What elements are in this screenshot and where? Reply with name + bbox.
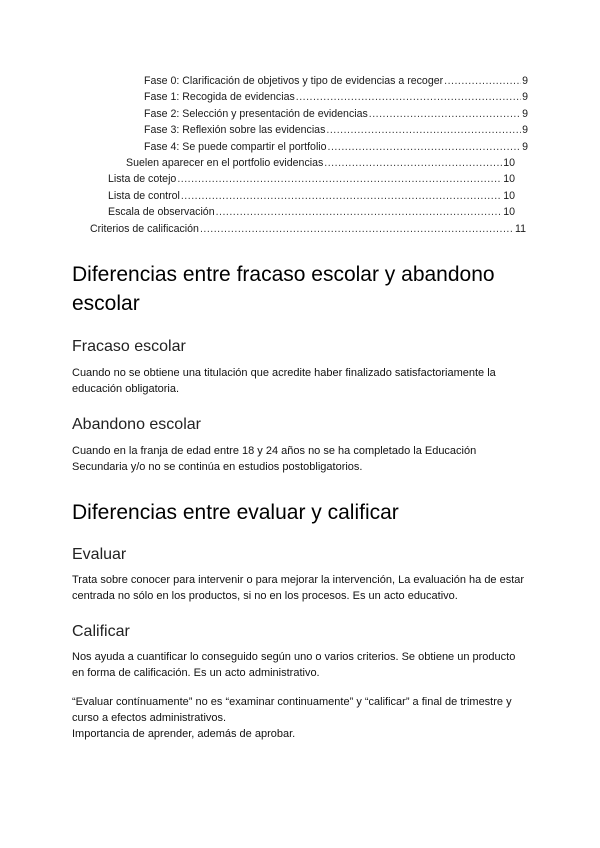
toc-leader-dots xyxy=(444,73,521,89)
subheading-calificar: Calificar xyxy=(72,623,130,640)
paragraph-fracaso-escolar: Cuando no se obtiene una titulación que acredite haber finalizado satisfactoriamente la educación obligatoria. xyxy=(72,367,496,395)
toc-entry-text: Lista de control xyxy=(108,189,180,202)
paragraph-importancia-aprender: Importancia de aprender, además de aprobar. xyxy=(72,728,296,740)
table-of-contents xyxy=(0,73,600,237)
toc-leader-dots xyxy=(326,122,521,138)
toc-page-number: 9 xyxy=(522,91,528,104)
toc-entry-text: Fase 1: Recogida de evidencias xyxy=(144,91,295,104)
toc-entry-text: Fase 4: Se puede compartir el portfolio xyxy=(144,140,327,153)
toc-entry-fase-1[interactable] xyxy=(0,89,528,105)
section-heading-evaluar-calificar: Diferencias entre evaluar y calificar xyxy=(72,501,399,524)
toc-entry-text: Fase 3: Reflexión sobre las evidencias xyxy=(144,124,326,137)
toc-entry-fase-3[interactable] xyxy=(0,122,528,138)
toc-leader-dots xyxy=(177,171,502,187)
toc-entry-lista-control[interactable] xyxy=(0,188,515,204)
subheading-abandono-escolar: Abandono escolar xyxy=(72,416,201,433)
toc-entry-fase-0[interactable] xyxy=(0,73,528,89)
toc-entry-text: Fase 2: Selección y presentación de evidencias xyxy=(144,107,368,120)
toc-page-number: 9 xyxy=(522,75,528,87)
toc-page-number: 10 xyxy=(503,206,515,219)
toc-leader-dots xyxy=(216,204,503,220)
toc-leader-dots xyxy=(200,221,514,237)
toc-leader-dots xyxy=(181,188,502,204)
paragraph-calificar: Nos ayuda a cuantificar lo conseguido según uno o varios criterios. Se obtiene un producto en forma de calificación. Es un acto administrativo. xyxy=(72,651,516,679)
toc-entry-lista-cotejo[interactable] xyxy=(0,171,515,187)
toc-entry-text: Fase 0: Clarificación de objetivos y tipo de evidencias a recoger xyxy=(144,75,444,87)
toc-entry-fase-4[interactable] xyxy=(0,139,528,155)
toc-leader-dots xyxy=(369,106,521,122)
toc-page-number: 9 xyxy=(522,107,528,120)
section-heading-fracaso-abandono: Diferencias entre fracaso escolar y abandono escolar xyxy=(72,263,495,315)
toc-page-number: 10 xyxy=(503,189,515,202)
toc-page-number: 9 xyxy=(522,124,528,137)
toc-page-number: 10 xyxy=(503,156,515,169)
toc-leader-dots xyxy=(296,89,521,105)
toc-entry-text: Criterios de calificación xyxy=(90,222,199,235)
toc-entry-fase-2[interactable] xyxy=(0,106,528,122)
subheading-evaluar: Evaluar xyxy=(72,546,127,563)
toc-entry-suelen-aparecer[interactable] xyxy=(0,155,515,171)
paragraph-evaluar: Trata sobre conocer para intervenir o para mejorar la intervención, La evaluación ha de estar centrada no sólo en los productos, si no en los procesos. Es un acto educativo. xyxy=(72,574,525,602)
document-body xyxy=(72,260,528,742)
toc-entry-escala-observacion[interactable] xyxy=(0,204,515,220)
toc-entry-text: Lista de cotejo xyxy=(108,173,177,186)
toc-entry-text: Suelen aparecer en el portfolio evidencias xyxy=(126,156,324,169)
subheading-fracaso-escolar: Fracaso escolar xyxy=(72,338,186,355)
toc-entry-criterios-calificacion[interactable] xyxy=(0,221,526,237)
toc-entry-text: Escala de observación xyxy=(108,206,215,219)
paragraph-evaluar-continuamente: “Evaluar contínuamente” no es “examinar continuamente” y “calificar” a final de trimestre y curso a efectos administrativos. xyxy=(72,696,512,724)
paragraph-abandono-escolar: Cuando en la franja de edad entre 18 y 24 años no se ha completado la Educación Secundaria y/o no se continúa en estudios postobligatorios. xyxy=(72,445,477,473)
toc-page-number: 9 xyxy=(522,140,528,153)
toc-page-number: 11 xyxy=(515,222,526,235)
toc-page-number: 10 xyxy=(503,173,515,186)
toc-leader-dots xyxy=(328,139,522,155)
toc-leader-dots xyxy=(324,155,502,171)
